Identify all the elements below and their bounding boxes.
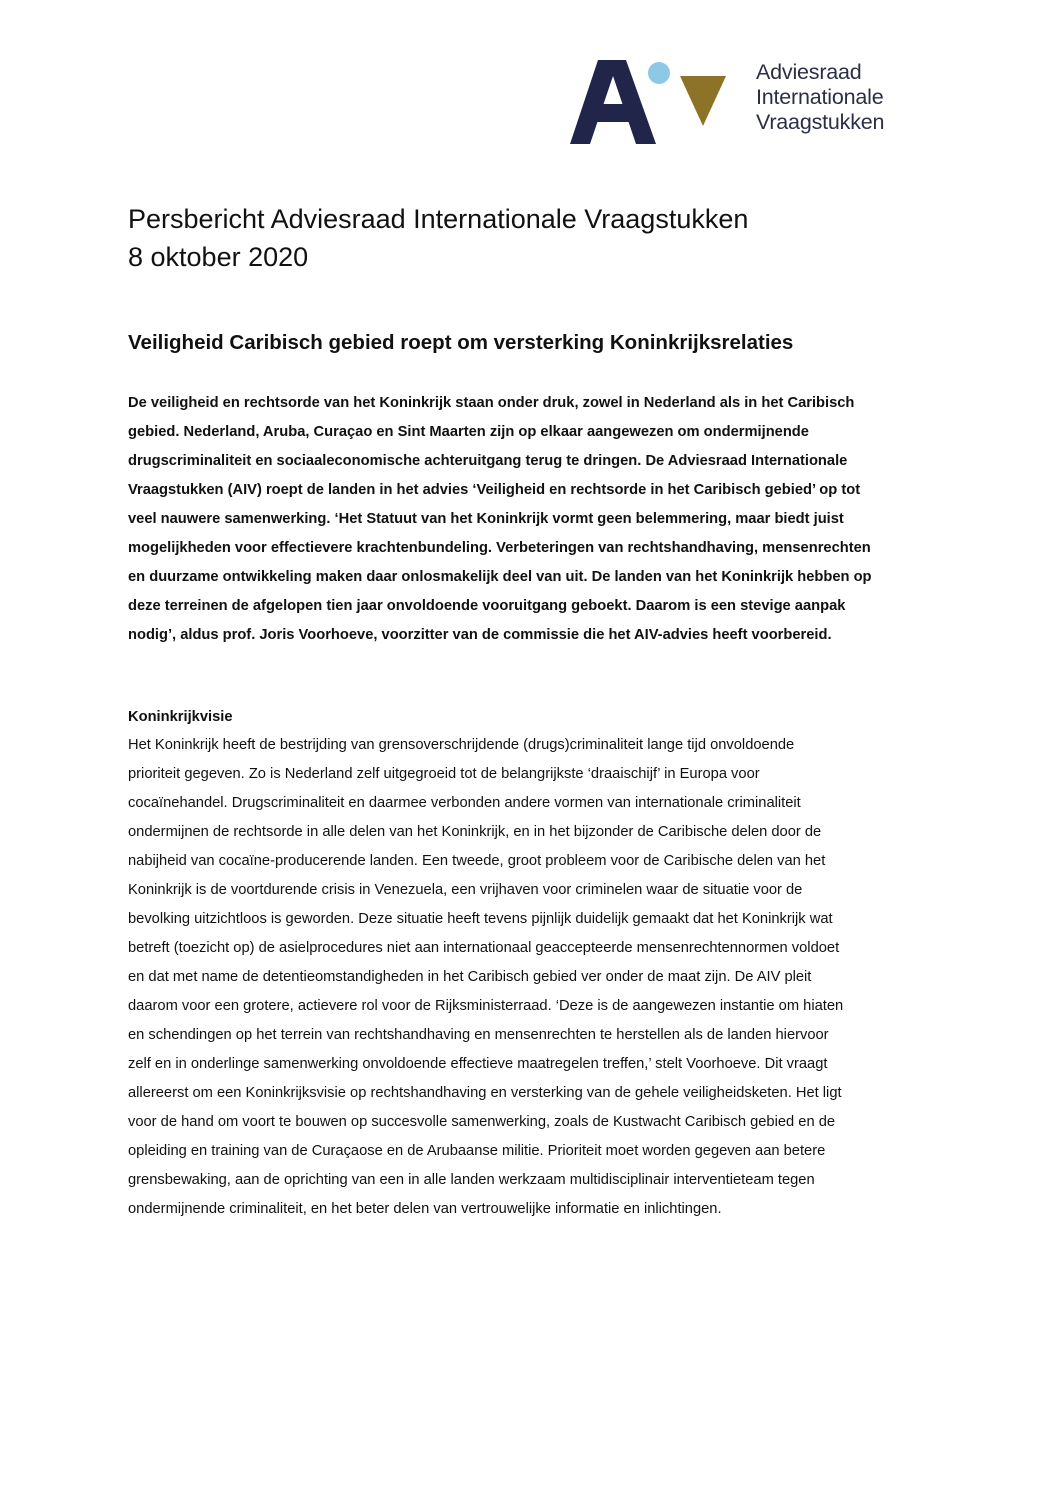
aiv-logo-mark-icon	[568, 58, 748, 148]
body-line: Koninkrijk is de voortdurende crisis in Venezuela, een vrijhaven voor criminelen waar de situatie voor de	[128, 882, 803, 898]
lead-line: gebied. Nederland, Aruba, Curaçao en Sint Maarten zijn op elkaar aangewezen om ondermijnende	[128, 424, 809, 440]
lead-line: veel nauwere samenwerking. ‘Het Statuut van het Koninkrijk vormt geen belemmering, maar biedt juist	[128, 511, 844, 527]
body-line: grensbewaking, aan de oprichting van een in alle landen werkzaam multidisciplinair interventieteam tegen	[128, 1172, 815, 1188]
body-line: cocaïnehandel. Drugscriminaliteit en daarmee verbonden andere vormen van internationale criminaliteit	[128, 795, 801, 811]
logo-text	[756, 60, 884, 135]
body-line: betreft (toezicht op) de asielprocedures niet aan internationaal geaccepteerde mensenrechtennormen voldoet	[128, 940, 840, 956]
body-line: en schendingen op het terrein van rechtshandhaving en mensenrechten te herstellen als de landen hiervoor	[128, 1027, 829, 1043]
lead-line: De veiligheid en rechtsorde van het Koninkrijk staan onder druk, zowel in Nederland als in het Caribisch	[128, 395, 855, 411]
title-line-1: Persbericht Adviesraad Internationale Vraagstukken	[128, 204, 749, 234]
lead-line: drugscriminaliteit en sociaaleconomische achteruitgang terug te dringen. De Adviesraad Internationale	[128, 453, 848, 469]
body-line: prioriteit gegeven. Zo is Nederland zelf uitgegroeid tot de belangrijkste ‘draaischijf’ in Europa voor	[128, 766, 760, 782]
body-line: opleiding en training van de Curaçaose en de Arubaanse militie. Prioriteit moet worden gegeven aan betere	[128, 1143, 826, 1159]
lead-paragraph	[128, 389, 928, 650]
lead-line: deze terreinen de afgelopen tien jaar onvoldoende vooruitgang geboekt. Daarom is een stevige aanpak	[128, 598, 846, 614]
body-line: zelf en in onderlinge samenwerking onvoldoende effectieve maatregelen treffen,’ stelt Voorhoeve. Dit vraagt	[128, 1056, 828, 1072]
lead-line: en duurzame ontwikkeling maken daar onlosmakelijk deel van uit. De landen van het Koninkrijk hebben op	[128, 569, 872, 585]
body-line: nabijheid van cocaïne-producerende landen. Een tweede, groot probleem voor de Caribische delen van het	[128, 853, 826, 869]
lead-line: nodig’, aldus prof. Joris Voorhoeve, voorzitter van de commissie die het AIV-advies heeft voorbereid.	[128, 627, 832, 643]
body-line: ondermijnende criminaliteit, en het beter delen van vertrouwelijke informatie en inlichtingen.	[128, 1201, 722, 1217]
aiv-logo	[568, 58, 928, 148]
logo-line-2: Internationale	[756, 85, 884, 109]
body-paragraph	[128, 731, 938, 1224]
body-line: voor de hand om voort te bouwen op succesvolle samenwerking, zoals de Kustwacht Caribisch gebied en de	[128, 1114, 836, 1130]
body-line: en dat met name de detentieomstandigheden in het Caribisch gebied ver onder de maat zijn. De AIV pleit	[128, 969, 812, 985]
body-line: Het Koninkrijk heeft de bestrijding van grensoverschrijdende (drugs)criminaliteit lange tijd onvoldoende	[128, 737, 795, 753]
title-line-2: 8 oktober 2020	[128, 242, 309, 272]
body-line: bevolking uitzichtloos is geworden. Deze situatie heeft tevens pijnlijk duidelijk gemaakt dat het Koninkrijk wat	[128, 911, 833, 927]
section-heading: Koninkrijkvisie	[128, 709, 233, 725]
body-line: daarom voor een grotere, actievere rol voor de Rijksministerraad. ‘Deze is de aangewezen instantie om hiaten	[128, 998, 844, 1014]
subtitle: Veiligheid Caribisch gebied roept om versterking Koninkrijksrelaties	[128, 331, 794, 354]
lead-line: Vraagstukken (AIV) roept de landen in het advies ‘Veiligheid en rechtsorde in het Caribisch gebied’ op tot	[128, 482, 861, 498]
logo-line-1: Adviesraad	[756, 60, 862, 84]
body-line: allereerst om een Koninkrijksvisie op rechtshandhaving en versterking van de gehele veiligheidsketen. Het ligt	[128, 1085, 842, 1101]
lead-line: mogelijkheden voor effectievere krachtenbundeling. Verbeteringen van rechtshandhaving, mensenrechten	[128, 540, 871, 556]
logo-line-3: Vraagstukken	[756, 110, 885, 134]
page-title	[128, 200, 748, 276]
body-line: ondermijnen de rechtsorde in alle delen van het Koninkrijk, en in het bijzonder de Caribische delen door de	[128, 824, 822, 840]
